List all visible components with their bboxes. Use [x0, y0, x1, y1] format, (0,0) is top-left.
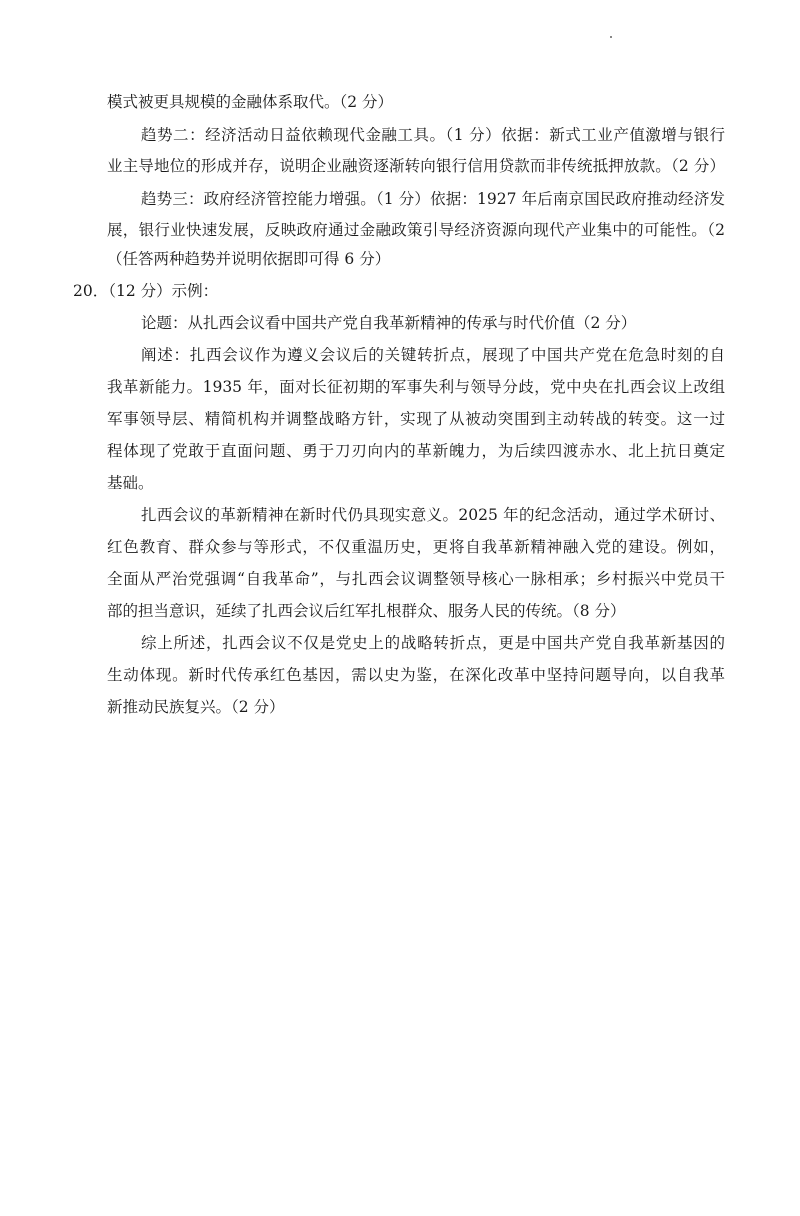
answer-20-para1-line2: 我革新能力。1935 年，面对长征初期的军事失利与领导分歧，党中央在扎西会议上改组: [107, 378, 725, 396]
answer-19-trend3-line2: 展，银行业快速发展，反映政府通过金融政策引导经济资源向现代产业集中的可能性。（2: [107, 221, 725, 239]
answer-19-trend2-line1: 趋势二：经济活动日益依赖现代金融工具。（1 分）依据：新式工业产值激增与银行: [141, 126, 725, 144]
answer-20-heading: 20．（12 分）示例：: [73, 282, 219, 300]
answer-19-trend1-end: 模式被更具规模的金融体系取代。（2 分）: [107, 93, 394, 111]
answer-20-para1-line1: 阐述：扎西会议作为遵义会议后的关键转折点，展现了中国共产党在危急时刻的自: [141, 346, 725, 364]
answer-20-thesis: 论题：从扎西会议看中国共产党自我革新精神的传承与时代价值（2 分）: [141, 314, 637, 332]
answer-20-para1-line3: 军事领导层、精简机构并调整战略方针，实现了从被动突围到主动转战的转变。这一过: [107, 410, 725, 428]
answer-20-para3-line3: 新推动民族复兴。（2 分）: [107, 698, 285, 716]
scan-speck: [610, 36, 612, 38]
answer-19-scoring-note: （任答两种趋势并说明依据即可得 6 分）: [107, 250, 391, 268]
answer-20-para1-line5: 基础。: [107, 474, 154, 492]
answer-20-para2-line2: 红色教育、群众参与等形式，不仅重温历史，更将自我革新精神融入党的建设。例如，: [107, 538, 725, 556]
answer-19-trend3-line1: 趋势三：政府经济管控能力增强。（1 分）依据：1927 年后南京国民政府推动经济发: [141, 190, 725, 208]
answer-20-para2-line3: 全面从严治党强调“自我革命”，与扎西会议调整领导核心一脉相承；乡村振兴中党员干: [107, 570, 725, 588]
answer-20-para2-line4: 部的担当意识，延续了扎西会议后红军扎根群众、服务人民的传统。（8 分）: [107, 602, 626, 620]
answer-20-para3-line1: 综上所述，扎西会议不仅是党史上的战略转折点，更是中国共产党自我革新基因的: [141, 634, 725, 652]
answer-19-trend2-line2: 业主导地位的形成并存，说明企业融资逐渐转向银行信用贷款而非传统抵押放款。（2 分）: [107, 157, 725, 175]
answer-20-para3-line2: 生动体现。新时代传承红色基因，需以史为鉴，在深化改革中坚持问题导向，以自我革: [107, 666, 725, 684]
answer-20-para1-line4: 程体现了党敢于直面问题、勇于刀刃向内的革新魄力，为后续四渡赤水、北上抗日奠定: [107, 442, 725, 460]
answer-20-para2-line1: 扎西会议的革新精神在新时代仍具现实意义。2025 年的纪念活动，通过学术研讨、: [141, 506, 725, 524]
